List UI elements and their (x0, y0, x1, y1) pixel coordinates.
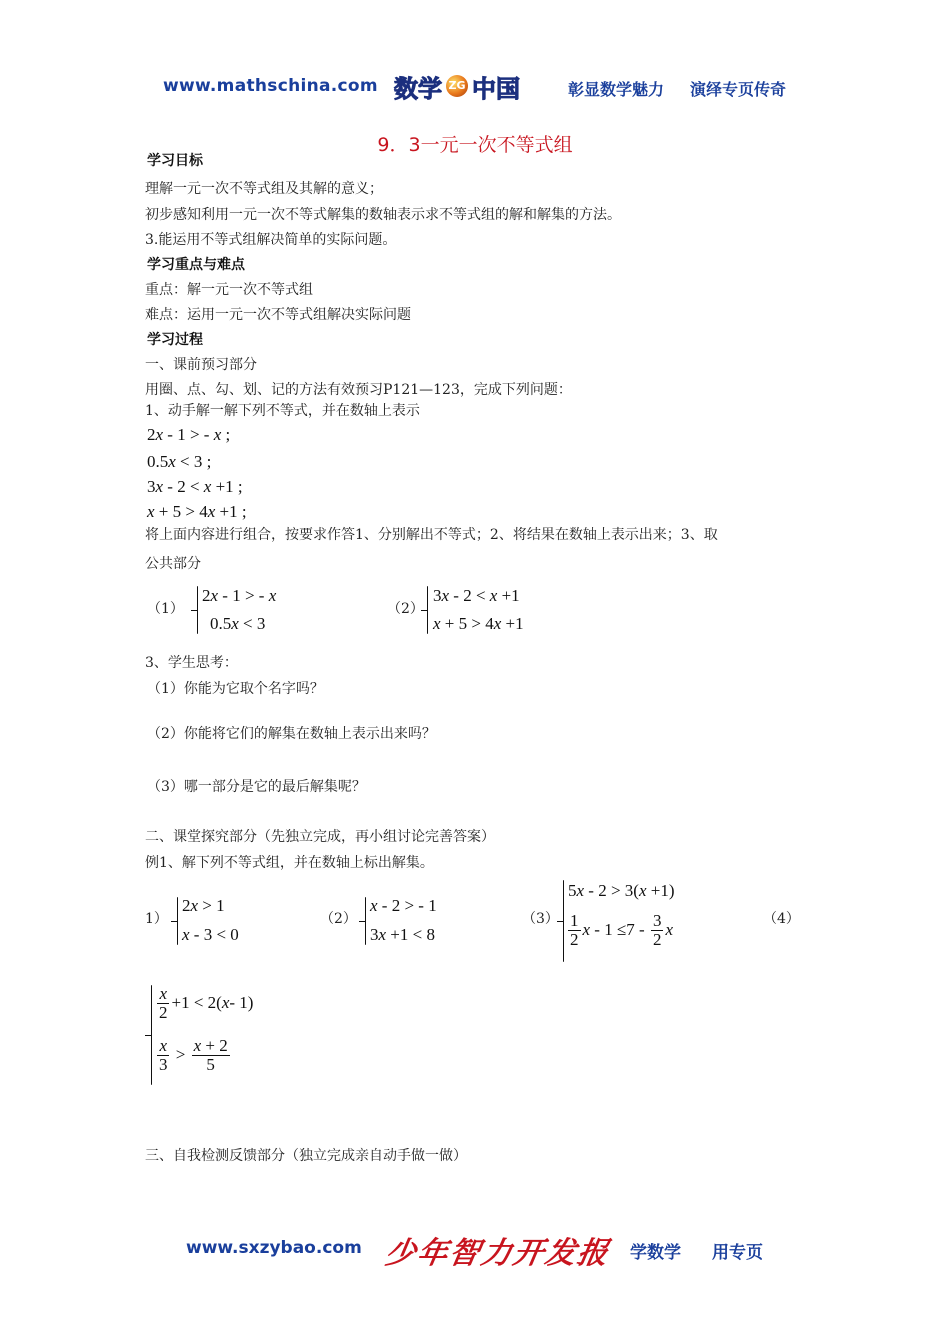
page-title: 9．3一元一次不等式组 (377, 134, 573, 156)
part3-heading: 三、自我检测反馈部分（独立完成亲自动手做一做） (145, 1148, 467, 1164)
example-label-4: （4） (763, 911, 800, 927)
logo-char-1: 数 (394, 74, 418, 103)
example-label-1: 1） (145, 911, 168, 927)
preview-instruction: 用圈、点、勾、划、记的方法有效预习P121—123，完成下列问题： (145, 382, 572, 398)
combine-instruction-2: 公共部分 (145, 556, 201, 572)
logo-char-3: 中 (472, 74, 496, 103)
example-2-line-1: x - 2 > - 1 (370, 896, 437, 915)
example-label-2: （2） (320, 911, 357, 927)
goal-heading: 学习目标 (147, 153, 203, 169)
logo-char-4: 国 (496, 74, 520, 103)
inequality-4: x + 5 > 4x +1 ; (147, 502, 247, 521)
question-3: 3、学生思考： (145, 655, 238, 671)
process-heading: 学习过程 (147, 332, 203, 348)
example-1: 例1、解下列不等式组，并在数轴上标出解集。 (145, 855, 434, 871)
footer-url[interactable]: www.sxzybao.com (186, 1238, 362, 1258)
example-3-brace (563, 880, 564, 962)
system-1-line-2: 0.5x < 3 (210, 614, 266, 633)
system-2-line-2: x + 5 > 4x +1 (433, 614, 524, 633)
example-4-line-1: $\frac{x}{2}$ +1 < 2( x - 1) (159, 984, 254, 1022)
logo-char-2: 学 (418, 74, 442, 103)
site-logo (394, 71, 520, 101)
system-label-1: （1） (147, 601, 184, 617)
key-line-1: 重点：解一元一次不等式组 (145, 282, 313, 298)
think-question-2: （2）你能将它们的解集在数轴上表示出来吗？ (147, 726, 436, 742)
system-label-2: （2） (387, 601, 424, 617)
header-slogan-1: 彰显数学魅力 (568, 80, 665, 99)
think-question-1: （1）你能为它取个名字吗？ (147, 681, 324, 697)
think-question-3: （3）哪一部分是它的最后解集呢？ (147, 779, 366, 795)
goal-line-1: 理解一元一次不等式组及其解的意义； (145, 181, 383, 197)
question-1: 1、动手解一解下列不等式，并在数轴上表示 (145, 403, 420, 419)
example-4-line-2: $\frac{x}{3}$ > $\frac{x + 2}{5}$ (159, 1036, 228, 1074)
key-line-2: 难点：运用一元一次不等式组解决实际问题 (145, 307, 411, 323)
system-2-brace (427, 586, 428, 634)
goal-line-2: 初步感知利用一元一次不等式解集的数轴表示求不等式组的解和解集的方法。 (145, 207, 621, 223)
header-slogan-2: 演绎专页传奇 (690, 80, 787, 99)
example-3-line-1: 5x - 2 > 3(x +1) (568, 881, 675, 900)
system-1-line-1: 2x - 1 > - x (202, 586, 277, 605)
footer-slogan-2: 用专页 (712, 1243, 763, 1263)
example-4-brace (151, 985, 152, 1085)
example-1-line-2: x - 3 < 0 (182, 925, 239, 944)
footer-brand: 少年智力开发报 (382, 1236, 613, 1271)
key-heading: 学习重点与难点 (147, 257, 245, 273)
combine-instruction-1: 将上面内容进行组合，按要求作答1、分别解出不等式；2、将结果在数轴上表示出来；3、取 (145, 527, 718, 543)
example-3-line-2: $\frac{1}{2}$ x - 1 ≤7 - $\frac{3}{2}$ x (570, 911, 673, 949)
example-1-line-1: 2x > 1 (182, 896, 225, 915)
example-2-line-2: 3x +1 < 8 (370, 925, 435, 944)
part2-heading: 二、课堂探究部分（先独立完成，再小组讨论完善答案） (145, 829, 495, 845)
example-2-brace (365, 897, 366, 945)
part1-heading: 一、课前预习部分 (145, 357, 257, 373)
system-1-brace (197, 586, 198, 634)
system-2-line-1: 3x - 2 < x +1 (433, 586, 520, 605)
example-1-brace (177, 897, 178, 945)
example-label-3: （3） (522, 911, 559, 927)
goal-line-3: 3.能运用不等式组解决简单的实际问题。 (145, 232, 397, 248)
logo-ball-icon: ZG (446, 75, 468, 97)
header-url[interactable]: www.mathschina.com (163, 76, 378, 96)
inequality-2: 0.5x < 3 ; (147, 452, 212, 471)
inequality-3: 3x - 2 < x +1 ; (147, 477, 243, 496)
inequality-1: 2x - 1 > - x ; (147, 425, 231, 444)
footer-slogan-1: 学数学 (630, 1243, 681, 1263)
